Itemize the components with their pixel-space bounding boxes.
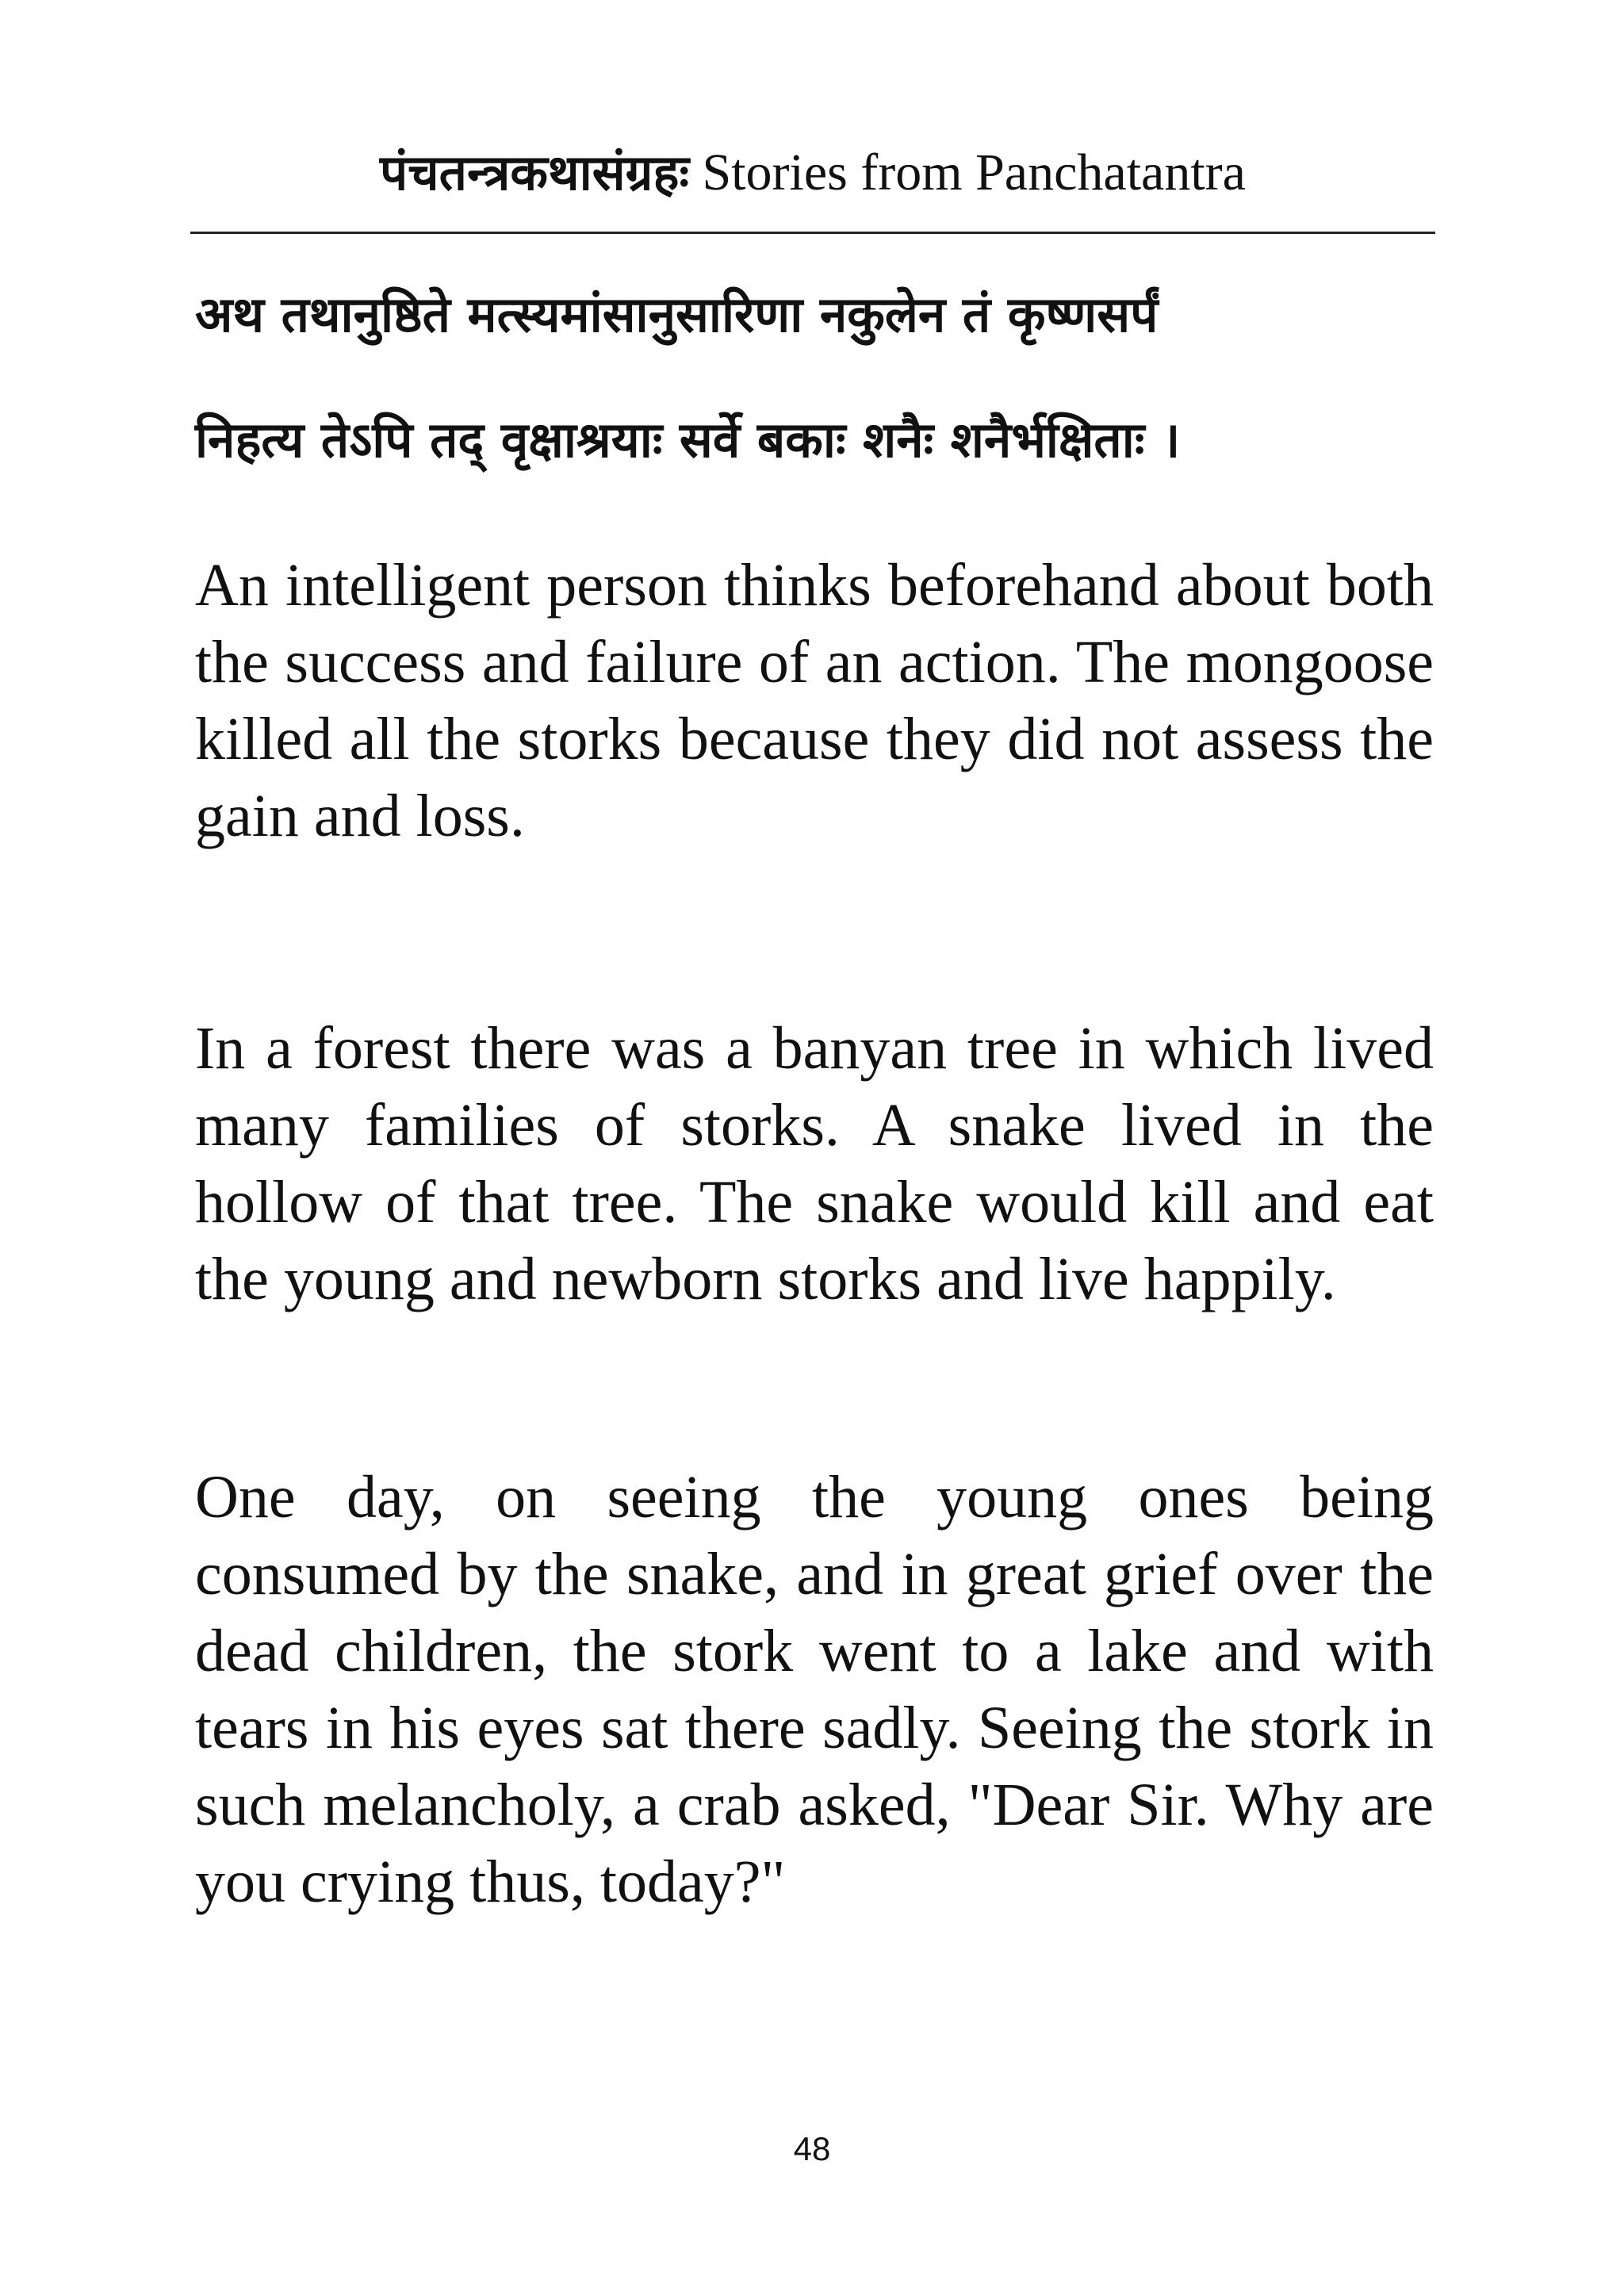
header-english-title: Stories from Panchatantra [702, 144, 1246, 201]
sanskrit-verse-line-1: अथ तथानुष्ठिते मत्स्यमांसानुसारिणा नकुलेन तं कृष्णसर्पं [195, 285, 1159, 343]
paragraph-moral: An intelligent person thinks beforehand about both the success and failure of an action. The mongoose killed all the storks because they did not assess the gain and loss. [195, 552, 1434, 849]
header-divider [190, 232, 1435, 234]
sanskrit-verse-line-2: निहत्य तेऽपि तद् वृक्षाश्रयाः सर्वे बकाः शनैः शनैर्भक्षिताः । [195, 411, 1181, 469]
paragraph-banyan-tree: In a forest there was a banyan tree in which lived many families of storks. A snake lived in the hollow of that tree. The snake would kill and eat the young and newborn storks and live happily. [195, 1015, 1434, 1312]
running-header [190, 141, 1435, 205]
page-number: 48 [793, 2130, 831, 2167]
paragraph-stork-and-crab: One day, on seeing the young ones being consumed by the snake, and in great grief over the dead children, the stork went to a lake and with tears in his eyes sat there sadly. Seeing the stork in such melancholy, a crab asked, "Dear Sir. Why are you crying thus, today?" [195, 1464, 1434, 1915]
header-devanagari-title: पंचतन्त्रकथासंग्रहः [380, 144, 689, 201]
